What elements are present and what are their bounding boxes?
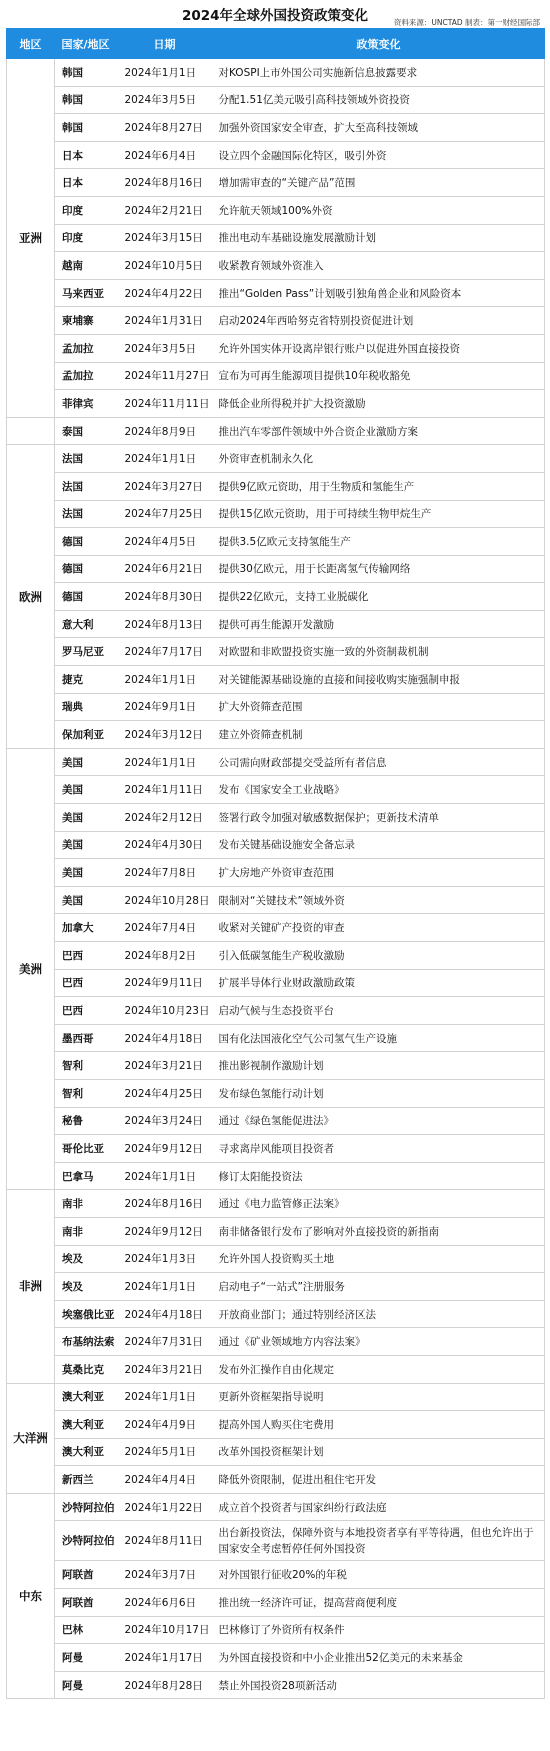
country-cell: 美国	[55, 748, 117, 776]
date-cell: 2024年3月24日	[117, 1107, 213, 1135]
header-change: 政策变化	[213, 29, 545, 59]
country-cell: 南非	[55, 1190, 117, 1218]
policy-change-cell: 通过《绿色氢能促进法》	[213, 1107, 545, 1135]
table-row	[7, 86, 545, 114]
table-row	[7, 776, 545, 804]
policy-change-cell: 对KOSPI上市外国公司实施新信息披露要求	[213, 59, 545, 87]
date-cell: 2024年6月21日	[117, 555, 213, 583]
country-cell: 澳大利亚	[55, 1438, 117, 1466]
policy-change-cell: 推出电动车基础设施发展激励计划	[213, 224, 545, 252]
policy-change-cell: 修订太阳能投资法	[213, 1162, 545, 1190]
table-row	[7, 1493, 545, 1521]
policy-change-cell: 推出“Golden Pass”计划吸引独角兽企业和风险资本	[213, 279, 545, 307]
country-cell: 美国	[55, 859, 117, 887]
table-row	[7, 1245, 545, 1273]
date-cell: 2024年4月22日	[117, 279, 213, 307]
country-cell: 韩国	[55, 86, 117, 114]
country-cell: 埃塞俄比亚	[55, 1300, 117, 1328]
date-cell: 2024年9月11日	[117, 969, 213, 997]
region-cell: 美洲	[7, 748, 55, 1190]
date-cell: 2024年10月23日	[117, 997, 213, 1025]
table-row	[7, 1644, 545, 1672]
region-cell: 中东	[7, 1493, 55, 1699]
table-row	[7, 914, 545, 942]
policy-change-cell: 允许外国人投资购买土地	[213, 1245, 545, 1273]
date-cell: 2024年3月5日	[117, 86, 213, 114]
policy-change-cell: 推出统一经济许可证，提高营商便利度	[213, 1589, 545, 1617]
country-cell: 日本	[55, 169, 117, 197]
country-cell: 保加利亚	[55, 721, 117, 749]
policy-change-cell: 南非储备银行发布了影响对外直接投资的新指南	[213, 1217, 545, 1245]
table-row	[7, 1561, 545, 1589]
table-row	[7, 583, 545, 611]
country-cell: 阿联酋	[55, 1589, 117, 1617]
policy-change-cell: 提供15亿欧元资助，用于可持续生物甲烷生产	[213, 500, 545, 528]
policy-change-cell: 允许航天领域100%外资	[213, 196, 545, 224]
country-cell: 法国	[55, 500, 117, 528]
policy-change-cell: 通过《电力监管修正法案》	[213, 1190, 545, 1218]
date-cell: 2024年8月27日	[117, 114, 213, 142]
date-cell: 2024年4月5日	[117, 528, 213, 556]
country-cell: 法国	[55, 445, 117, 473]
date-cell: 2024年11月11日	[117, 390, 213, 418]
policy-change-cell: 扩展半导体行业财政激励政策	[213, 969, 545, 997]
policy-change-cell: 提供可再生能源开发激励	[213, 610, 545, 638]
table-row	[7, 1162, 545, 1190]
table-row	[7, 1466, 545, 1494]
country-cell: 德国	[55, 528, 117, 556]
date-cell: 2024年1月22日	[117, 1493, 213, 1521]
country-cell: 阿联酋	[55, 1561, 117, 1589]
country-cell: 美国	[55, 831, 117, 859]
country-cell: 布基纳法索	[55, 1328, 117, 1356]
policy-change-cell: 收紧教育领域外资准入	[213, 252, 545, 280]
date-cell: 2024年10月17日	[117, 1616, 213, 1644]
country-cell: 孟加拉	[55, 362, 117, 390]
policy-change-cell: 开放商业部门；通过特别经济区法	[213, 1300, 545, 1328]
policy-change-cell: 通过《矿业领域地方内容法案》	[213, 1328, 545, 1356]
region-cell: 亚洲	[7, 59, 55, 418]
country-cell: 瑞典	[55, 693, 117, 721]
table-row	[7, 804, 545, 832]
policy-change-cell: 国有化法国液化空气公司氢气生产设施	[213, 1024, 545, 1052]
date-cell: 2024年10月28日	[117, 886, 213, 914]
policy-change-cell: 发布绿色氢能行动计划	[213, 1079, 545, 1107]
table-row	[7, 1079, 545, 1107]
table-row	[7, 1521, 545, 1561]
table-row	[7, 555, 545, 583]
policy-change-cell: 对关键能源基础设施的直接和间接收购实施强制申报	[213, 666, 545, 694]
table-row	[7, 1300, 545, 1328]
policy-change-cell: 对外国银行征收20%的年税	[213, 1561, 545, 1589]
date-cell: 2024年8月9日	[117, 417, 213, 445]
region-cell: 欧洲	[7, 445, 55, 749]
date-cell: 2024年1月1日	[117, 748, 213, 776]
policy-change-cell: 禁止外国投资28项新活动	[213, 1671, 545, 1699]
policy-change-cell: 启动气候与生态投资平台	[213, 997, 545, 1025]
date-cell: 2024年1月17日	[117, 1644, 213, 1672]
country-cell: 印度	[55, 224, 117, 252]
date-cell: 2024年4月9日	[117, 1411, 213, 1439]
date-cell: 2024年7月31日	[117, 1328, 213, 1356]
date-cell: 2024年1月1日	[117, 1383, 213, 1411]
date-cell: 2024年3月21日	[117, 1355, 213, 1383]
country-cell: 阿曼	[55, 1644, 117, 1672]
date-cell: 2024年9月1日	[117, 693, 213, 721]
region-cell: 非洲	[7, 1190, 55, 1383]
table-header-row	[7, 29, 545, 59]
table-row	[7, 1217, 545, 1245]
country-cell: 泰国	[55, 417, 117, 445]
policy-change-cell: 建立外资筛查机制	[213, 721, 545, 749]
date-cell: 2024年1月1日	[117, 59, 213, 87]
date-cell: 2024年6月4日	[117, 141, 213, 169]
date-cell: 2024年1月11日	[117, 776, 213, 804]
date-cell: 2024年1月31日	[117, 307, 213, 335]
policy-change-cell: 发布关键基础设施安全备忘录	[213, 831, 545, 859]
region-cell	[7, 417, 55, 445]
country-cell: 菲律宾	[55, 390, 117, 418]
country-cell: 澳大利亚	[55, 1411, 117, 1439]
date-cell: 2024年1月1日	[117, 445, 213, 473]
table-row	[7, 1052, 545, 1080]
policy-change-cell: 提供30亿欧元，用于长距离氢气传输网络	[213, 555, 545, 583]
table-body	[7, 59, 545, 1699]
table-row	[7, 1328, 545, 1356]
date-cell: 2024年3月15日	[117, 224, 213, 252]
table-row	[7, 1107, 545, 1135]
date-cell: 2024年7月25日	[117, 500, 213, 528]
country-cell: 意大利	[55, 610, 117, 638]
table-row	[7, 141, 545, 169]
date-cell: 2024年4月4日	[117, 1466, 213, 1494]
country-cell: 韩国	[55, 59, 117, 87]
policy-change-cell: 设立四个金融国际化特区，吸引外资	[213, 141, 545, 169]
country-cell: 新西兰	[55, 1466, 117, 1494]
table-row	[7, 224, 545, 252]
table-row	[7, 1671, 545, 1699]
country-cell: 德国	[55, 555, 117, 583]
table-row	[7, 528, 545, 556]
policy-change-cell: 更新外资框架指导说明	[213, 1383, 545, 1411]
table-row	[7, 1411, 545, 1439]
table-row	[7, 1383, 545, 1411]
table-row	[7, 1355, 545, 1383]
country-cell: 日本	[55, 141, 117, 169]
table-row	[7, 500, 545, 528]
country-cell: 秘鲁	[55, 1107, 117, 1135]
date-cell: 2024年11月27日	[117, 362, 213, 390]
country-cell: 埃及	[55, 1273, 117, 1301]
date-cell: 2024年10月5日	[117, 252, 213, 280]
table-row	[7, 693, 545, 721]
date-cell: 2024年2月21日	[117, 196, 213, 224]
date-cell: 2024年9月12日	[117, 1217, 213, 1245]
date-cell: 2024年8月28日	[117, 1671, 213, 1699]
policy-change-cell: 加强外资国家安全审查，扩大至高科技领域	[213, 114, 545, 142]
header-country: 国家/地区	[55, 29, 117, 59]
country-cell: 韩国	[55, 114, 117, 142]
date-cell: 2024年3月21日	[117, 1052, 213, 1080]
table-row	[7, 1438, 545, 1466]
date-cell: 2024年4月18日	[117, 1024, 213, 1052]
table-row	[7, 252, 545, 280]
table-row	[7, 114, 545, 142]
country-cell: 南非	[55, 1217, 117, 1245]
policy-change-cell: 为外国直接投资和中小企业推出52亿美元的未来基金	[213, 1644, 545, 1672]
date-cell: 2024年8月30日	[117, 583, 213, 611]
policy-change-cell: 成立首个投资者与国家纠纷行政法庭	[213, 1493, 545, 1521]
table-row	[7, 1589, 545, 1617]
policy-change-cell: 收紧对关键矿产投资的审查	[213, 914, 545, 942]
date-cell: 2024年4月25日	[117, 1079, 213, 1107]
date-cell: 2024年6月6日	[117, 1589, 213, 1617]
policy-change-cell: 寻求离岸风能项目投资者	[213, 1135, 545, 1163]
country-cell: 马来西亚	[55, 279, 117, 307]
table-row	[7, 886, 545, 914]
table-row	[7, 307, 545, 335]
policy-change-cell: 扩大外资筛查范围	[213, 693, 545, 721]
source-note: 资料来源：UNCTAD 制表：第一财经国际部	[393, 18, 540, 27]
policy-change-cell: 启动2024年西哈努克省特别投资促进计划	[213, 307, 545, 335]
country-cell: 美国	[55, 804, 117, 832]
table-row	[7, 666, 545, 694]
date-cell: 2024年7月17日	[117, 638, 213, 666]
date-cell: 2024年4月18日	[117, 1300, 213, 1328]
policy-change-cell: 提供3.5亿欧元支持氢能生产	[213, 528, 545, 556]
page-title: 2024年全球外国投资政策变化	[181, 8, 369, 24]
country-cell: 越南	[55, 252, 117, 280]
date-cell: 2024年8月11日	[117, 1521, 213, 1561]
policy-change-cell: 推出影视制作激励计划	[213, 1052, 545, 1080]
table-row	[7, 831, 545, 859]
table-row	[7, 1190, 545, 1218]
policy-change-cell: 允许外国实体开设离岸银行账户以促进外国直接投资	[213, 334, 545, 362]
country-cell: 巴西	[55, 997, 117, 1025]
policy-change-cell: 发布《国家安全工业战略》	[213, 776, 545, 804]
policy-change-cell: 出台新投资法，保障外资与本地投资者享有平等待遇，但也允许出于国家安全考虑暂停任何外国投资	[213, 1521, 545, 1561]
date-cell: 2024年4月30日	[117, 831, 213, 859]
policy-change-cell: 公司需向财政部提交受益所有者信息	[213, 748, 545, 776]
date-cell: 2024年2月12日	[117, 804, 213, 832]
date-cell: 2024年8月13日	[117, 610, 213, 638]
country-cell: 柬埔寨	[55, 307, 117, 335]
table-row	[7, 748, 545, 776]
policy-change-cell: 限制对“关键技术”领域外资	[213, 886, 545, 914]
date-cell: 2024年9月12日	[117, 1135, 213, 1163]
country-cell: 巴西	[55, 969, 117, 997]
country-cell: 澳大利亚	[55, 1383, 117, 1411]
table-row	[7, 859, 545, 887]
policy-change-cell: 扩大房地产外资审查范围	[213, 859, 545, 887]
country-cell: 美国	[55, 886, 117, 914]
policy-change-cell: 提高外国人购买住宅费用	[213, 1411, 545, 1439]
country-cell: 法国	[55, 472, 117, 500]
table-row	[7, 1273, 545, 1301]
date-cell: 2024年7月4日	[117, 914, 213, 942]
policy-change-cell: 发布外汇操作自由化规定	[213, 1355, 545, 1383]
country-cell: 阿曼	[55, 1671, 117, 1699]
date-cell: 2024年1月1日	[117, 1162, 213, 1190]
country-cell: 墨西哥	[55, 1024, 117, 1052]
country-cell: 巴林	[55, 1616, 117, 1644]
date-cell: 2024年1月1日	[117, 666, 213, 694]
date-cell: 2024年3月5日	[117, 334, 213, 362]
table-row	[7, 942, 545, 970]
date-cell: 2024年5月1日	[117, 1438, 213, 1466]
country-cell: 德国	[55, 583, 117, 611]
table-row	[7, 417, 545, 445]
country-cell: 美国	[55, 776, 117, 804]
policy-table	[6, 28, 545, 1699]
policy-change-cell: 推出汽车零部件领域中外合资企业激励方案	[213, 417, 545, 445]
policy-change-cell: 增加需审查的“关键产品”范围	[213, 169, 545, 197]
country-cell: 智利	[55, 1079, 117, 1107]
country-cell: 沙特阿拉伯	[55, 1493, 117, 1521]
country-cell: 哥伦比亚	[55, 1135, 117, 1163]
policy-change-cell: 对欧盟和非欧盟投资实施一致的外资制裁机制	[213, 638, 545, 666]
country-cell: 捷克	[55, 666, 117, 694]
table-row	[7, 969, 545, 997]
date-cell: 2024年8月16日	[117, 169, 213, 197]
policy-change-cell: 降低企业所得税并扩大投资激励	[213, 390, 545, 418]
policy-change-cell: 外资审查机制永久化	[213, 445, 545, 473]
policy-change-cell: 启动电子“一站式”注册服务	[213, 1273, 545, 1301]
table-row	[7, 1616, 545, 1644]
country-cell: 沙特阿拉伯	[55, 1521, 117, 1561]
table-row	[7, 721, 545, 749]
date-cell: 2024年7月8日	[117, 859, 213, 887]
header-date: 日期	[117, 29, 213, 59]
date-cell: 2024年1月1日	[117, 1273, 213, 1301]
policy-change-cell: 宣布为可再生能源项目提供10年税收豁免	[213, 362, 545, 390]
table-row	[7, 445, 545, 473]
date-cell: 2024年3月12日	[117, 721, 213, 749]
table-row	[7, 997, 545, 1025]
table-row	[7, 1024, 545, 1052]
table-row	[7, 1135, 545, 1163]
table-row	[7, 472, 545, 500]
country-cell: 印度	[55, 196, 117, 224]
date-cell: 2024年3月7日	[117, 1561, 213, 1589]
country-cell: 智利	[55, 1052, 117, 1080]
country-cell: 莫桑比克	[55, 1355, 117, 1383]
table-row	[7, 169, 545, 197]
policy-change-cell: 提供22亿欧元，支持工业脱碳化	[213, 583, 545, 611]
date-cell: 2024年8月16日	[117, 1190, 213, 1218]
date-cell: 2024年3月27日	[117, 472, 213, 500]
policy-change-cell: 降低外资限制，促进出租住宅开发	[213, 1466, 545, 1494]
table-row	[7, 334, 545, 362]
policy-change-cell: 提供9亿欧元资助，用于生物质和氢能生产	[213, 472, 545, 500]
table-row	[7, 196, 545, 224]
country-cell: 巴拿马	[55, 1162, 117, 1190]
table-row	[7, 279, 545, 307]
table-row	[7, 638, 545, 666]
table-row	[7, 610, 545, 638]
country-cell: 加拿大	[55, 914, 117, 942]
policy-change-cell: 改革外国投资框架计划	[213, 1438, 545, 1466]
country-cell: 埃及	[55, 1245, 117, 1273]
country-cell: 孟加拉	[55, 334, 117, 362]
country-cell: 巴西	[55, 942, 117, 970]
table-row	[7, 362, 545, 390]
country-cell: 罗马尼亚	[55, 638, 117, 666]
policy-change-cell: 引入低碳氢能生产税收激励	[213, 942, 545, 970]
date-cell: 2024年1月3日	[117, 1245, 213, 1273]
date-cell: 2024年8月2日	[117, 942, 213, 970]
region-cell: 大洋洲	[7, 1383, 55, 1493]
policy-change-cell: 巴林修订了外资所有权条件	[213, 1616, 545, 1644]
policy-change-cell: 签署行政令加强对敏感数据保护；更新技术清单	[213, 804, 545, 832]
header-region: 地区	[7, 29, 55, 59]
policy-change-cell: 分配1.51亿美元吸引高科技领域外资投资	[213, 86, 545, 114]
table-row	[7, 390, 545, 418]
table-row	[7, 59, 545, 87]
page-title-bar	[6, 0, 544, 28]
